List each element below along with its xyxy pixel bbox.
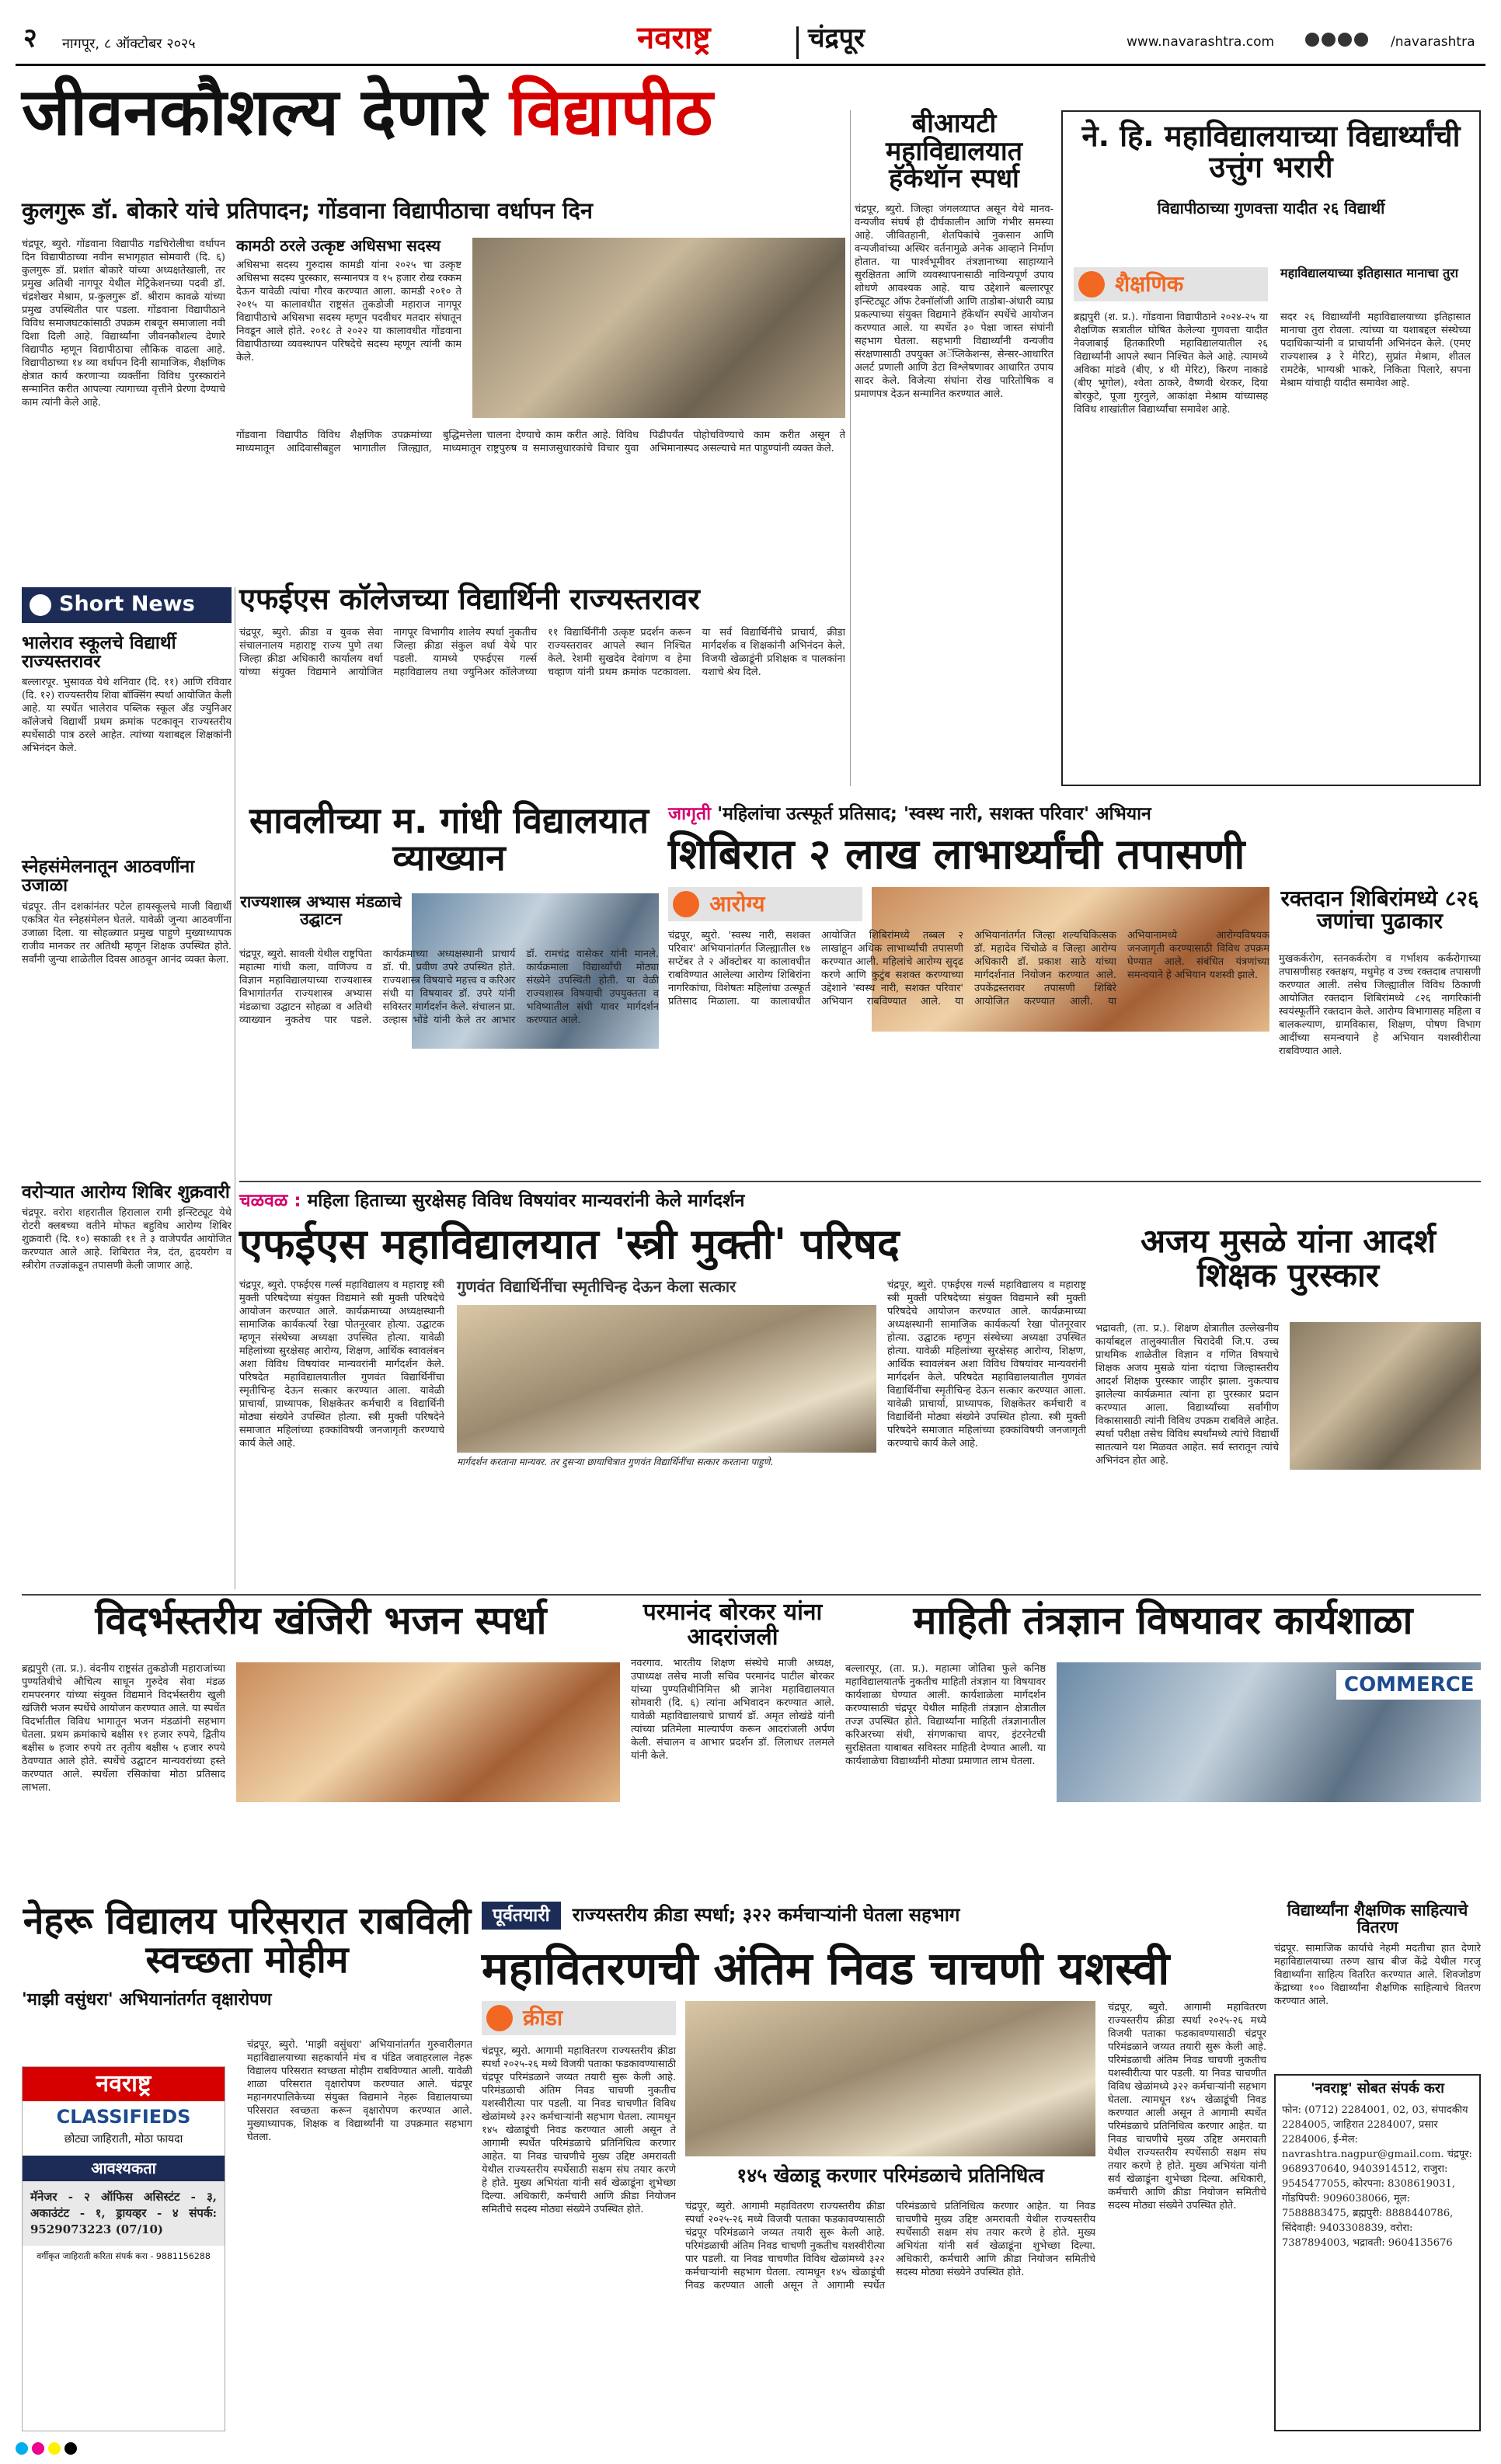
- lead-box: [236, 238, 461, 416]
- lead-body: चंद्रपूर, ब्युरो. गोंडवाना विद्यापीठ गडचिरोलीचा वर्धापन दिन विद्यापीठाच्या नवीन सभागृहात सोमवारी (दि. ६) कुलगुरू डॉ. प्रशांत बोकारे यांच्या अध्यक्षतेखाली, तर प्रमुख अतिथी नागपूर येथील मेट्रिकेशनच्या पदवी डॉ. चंद्रशेखर मेश्राम, प्र-कुलगुरू डॉ. श्रीराम कावळे यांच्या प्रमुख उपस्थितीत पार पडला. गोंडवाना विद्यापीठाने विविध समाजघटकांसाठी उपक्रम राबवून समाजाला नवी दिशा दिली आहे. विद्यार्थ्यांना जीवनकौशल्य देणारे विद्यापीठ म्हणून विद्यापीठाचा लौकिक वाढला आहे. विद्यापीठाच्या १४ व्या वर्धापन दिनी सामाजिक, शैक्षणिक क्षेत्रात कार्य करणाऱ्या व्यक्तींना विविध पुरस्कारांने सन्मानित करीत आपल्या त्यागाच्या वृत्तीने प्रेरणा देण्याचे काम त्यांनी केले आहे.: [22, 238, 225, 409]
- classifieds-ad[interactable]: मॅनेजर - २ ऑफिस असिस्टंट - ३, अकाउंटंट - १, ड्रायव्हर - ४ संपर्क: 9529073223 (07/10): [23, 2181, 225, 2246]
- nh-body: ब्रह्मपुरी (श. प्र.). गोंडवाना विद्यापीठाने २०२४-२५ या शैक्षणिक सत्रातील घोषित केलेल्या गुणवत्ता यादीत नेवजाबाई हितकारिणी महाविद्यालयातील २६ विद्यार्थ्यांनी आपले स्थान निश्चित केले आहे. त्यामध्ये अविका मांडवे (बीए, ४ थी मेरिट), किरण नाकाडे (बीए भूगोल), श्वेता ठाकरे, वैष्णवी थेरकर, दिया बोरकुटे, पूजा गुरनुले, आकांक्षा मेश्राम यांच्यासह विविध शाखांतील विद्यार्थ्यांचा समावेश आहे.: [1074, 311, 1268, 416]
- sports-icon: [486, 2005, 513, 2031]
- health-side-body: मुखकर्करोग, स्तनकर्करोग व गर्भाशय कर्करोगाच्या तपासणीसह रक्तक्षय, मधुमेह व उच्च रक्तदाब तपासणी करण्यात आली. तसेच जिल्ह्यातील विविध ठिकाणी आयोजित रक्तदान शिबिरांमध्ये ८२६ नागरिकांनी स्वयंस्फूर्तीने रक्तदान केले. आरोग्य विभागासह महिला व बालकल्याण, ग्रामविकास, शिक्षण, पोषण विभाग आदींच्या समन्वयाने हे अभियान यशस्वीरीत्या राबविण्यात आले.: [1279, 953, 1481, 1057]
- msedcl-section-badge: [482, 2001, 676, 2035]
- books-story: [1274, 1902, 1481, 2057]
- lead-box-title: कामठी ठरले उत्कृष्ट अधिसभा सदस्य: [236, 236, 441, 255]
- health-strap: [668, 800, 1481, 825]
- stree-mukti-title: एफईएस महाविद्यालयात 'स्त्री मुक्ती' परिषद: [239, 1220, 900, 1269]
- classifieds-brand: नवराष्ट्र: [23, 2067, 225, 2101]
- registration-marks: [16, 2442, 109, 2456]
- it-workshop-photo: [1057, 1662, 1481, 1802]
- short-news-item-body: चंद्रपूर. वरोरा शहरातील हिरालाल रामी इन्स्टिट्यूट येथे रोटरी क्लबच्या वतीने मोफत बहुविध आरोग्य शिबिर शुक्रवारी (दि. १०) सकाळी ११ ते ३ वाजेपर्यंत आयोजित करण्यात आले आहे. शिबिरात नेत्र, दंत, हृदयरोग व स्त्रीरोग तज्ज्ञांकडून तपासणी केली जाणार आहे.: [22, 1206, 232, 1272]
- health-section-label: आरोग्य: [709, 891, 765, 917]
- short-news-header: [22, 587, 232, 623]
- teacher-award-title: अजय मुसळे यांना आदर्श शिक्षक पुरस्कार: [1140, 1222, 1437, 1295]
- short-news-item-title: वरोऱ्यात आरोग्य शिबिर शुक्रवारी: [22, 1182, 230, 1202]
- msedcl-body: चंद्रपूर, ब्युरो. आगामी महावितरण राज्यस्तरीय क्रीडा स्पर्धा २०२५-२६ मध्ये विजयी पताका फडकावण्यासाठी चंद्रपूर परिमंडळाने जय्यत तयारी सुरू केली आहे. परिमंडळाची अंतिम निवड चाचणी नुकतीच यशस्वीरीत्या पार पडली. या निवड चाचणीत विविध खेळांमध्ये ३२२ कर्मचाऱ्यांनी सहभाग घेतला. त्यामधून १४५ खेळाडूंची निवड करण्यात आली असून ते आगामी स्पर्धेत परिमंडळाचे प्रतिनिधित्व करणार आहेत. या निवड चाचणीचे मुख्य उद्दिष्ट अमरावती येथील राज्यस्तरीय स्पर्धेसाठी सक्षम संघ तयार करणे हे होते. मुख्य अभियंता यांनी सर्व खेळाडूंना शुभेच्छा दिल्या. अधिकारी, कर्मचारी आणि क्रीडा नियोजन समितीचे सदस्य मोठ्या संख्येने उपस्थित होते.: [482, 2045, 676, 2215]
- contact-body: फोन: (0712) 2284001, 02, 03, संपादकीय 2284005, जाहिरात 2284007, प्रसार 2284006, ई-मेल: navrashtra.nagpur@gmail.com. चंद्रपूर: 9689370640, 9403914512, राजुरा: 9545477055, कोरपना: 8308619031, गोंडपिपरी: 9096038066, मूल: 7588883475, ब्रह्मपुरी: 8888440786, सिंदेवाही: 9403308839, वरोरा: 7387894003, भद्रावती: 9604135676: [1282, 2104, 1472, 2249]
- nh-section-badge: [1074, 267, 1268, 301]
- it-workshop-story: [845, 1600, 1481, 1895]
- magenta-dot: [32, 2442, 44, 2455]
- short-news-item: [22, 858, 232, 1171]
- stree-mukti-strap: [239, 1187, 1086, 1212]
- bit-title: बीआयटी महाविद्यालयात हॅकेथॉन स्पर्धा: [885, 108, 1023, 195]
- nh-story: [1061, 110, 1481, 786]
- it-workshop-body: बल्लारपूर, (ता. प्र.). महात्मा जोतिबा फुले कनिष्ठ महाविद्यालयातर्फे नुकतीच माहिती तंत्रज्ञान या विषयावर कार्यशाळा घेण्यात आली. कार्यशाळेला मार्गदर्शन करण्यासाठी चंद्रपूर येथील माहिती तंत्रज्ञान क्षेत्रातील तज्ज्ञ उपस्थित होते. विद्यार्थ्यांना माहिती तंत्रज्ञानातील करिअरच्या संधी, संगणकाचा वापर, इंटरनेटची सुरक्षितता याबाबत सविस्तर माहिती देण्यात आली. या कार्यशाळेचा विद्यार्थ्यांनी मोठ्या प्रमाणात लाभ घेतला.: [845, 1663, 1046, 1767]
- stree-mukti-kicker: चळवळ :: [239, 1191, 301, 1211]
- gandhi-title: सावलीच्या म. गांधी विद्यालयात व्याख्यान: [249, 799, 649, 879]
- health-strap-text: 'महिलांचा उत्स्फूर्त प्रतिसाद; 'स्वस्थ नारी, सशक्त परिवार' अभियान: [717, 804, 1151, 824]
- teacher-award-body: भद्रावती, (ता. प्र.). शिक्षण क्षेत्रातील उल्लेखनीय कार्याबद्दल तालुक्यातील चिरादेवी जि.प. उच्च प्राथमिक शाळेतील विज्ञान व गणित विषयाचे शिक्षक अजय मुसळे यांना यंदाचा जिल्हास्तरीय आदर्श शिक्षक पुरस्कार जाहीर झाला. नुकत्याच झालेल्या कार्यक्रमात त्यांना हा पुरस्कार प्रदान करण्यात आला. विद्यार्थ्यांच्या सर्वांगीण विकासासाठी त्यांनी विविध उपक्रम राबविले आहेत. स्पर्धा परीक्षा तसेच विविध स्पर्धांमध्ये त्यांचे विद्यार्थी सातत्याने यश मिळवत आहेत. सर्व स्तरातून त्यांचे अभिनंदन होत आहे.: [1095, 1323, 1279, 1467]
- bit-body: चंद्रपूर, ब्युरो. जिल्हा जंगलव्याप्त असून येथे मानव-वन्यजीव संघर्ष ही दीर्घकालीन आणि गंभीर समस्या आहे. जीवितहानी, शेतपिकांचे नुकसान आणि वन्यजीवांच्या अस्थिर वर्तनामुळे अनेक आव्हाने निर्माण होतात. या पार्श्वभूमीवर तंत्रज्ञानाच्या साहाय्याने सुरक्षितता आणि व्यवस्थापनासाठी नाविन्यपूर्ण उपाय शोधणे आवश्यक आहे. याच उद्देशाने बल्लारपूर इन्स्टिट्यूट ऑफ टेक्नॉलॉजी आणि ताडोबा-अंधारी व्याघ्र प्रकल्पाच्या संयुक्त विद्यमाने हॅकेथॉन स्पर्धेचे आयोजन करण्यात आले. या स्पर्धेत ३० पेक्षा जास्त संघांनी सहभाग घेतला. सहभागी विद्यार्थ्यांनी वन्यजीव संरक्षणासाठी उपयुक्त अॅप्लिकेशन्स, सेन्सर-आधारित अलर्ट प्रणाली आणि डेटा विश्लेषणावर आधारित उपाय सादर केले. विजेत्या संघांना रोख पारितोषिक व प्रमाणपत्र देऊन सन्मानित करण्यात आले.: [855, 204, 1053, 401]
- edition-name: चंद्रपूर: [808, 23, 865, 54]
- msedcl-story: [482, 1902, 1266, 2445]
- borkar-body: नवरगाव. भारतीय शिक्षण संस्थेचे माजी अध्यक्ष, उपाध्यक्ष तसेच माजी सचिव परमानंद पाटील बोरकर यांच्या पुण्यतिथीनिमित्त श्री ज्ञानेश महाविद्यालयात सोमवारी (दि. ६) त्यांना अभिवादन करण्यात आले. यावेळी महाविद्यालयाचे प्राचार्य डॉ. अमृत लोखंडे यांनी त्यांच्या प्रतिमेला माल्यार्पण करून आदरांजली अर्पण केली. संचालन व आभार प्रदर्शन डॉ. लिलाधर तलमले यांनी केले.: [631, 1658, 834, 1762]
- cleanliness-title: नेहरू विद्यालय परिसरात राबविली स्वच्छता मोहीम: [23, 1899, 472, 1982]
- health-section-badge: [668, 887, 862, 921]
- msedcl-body-continued: चंद्रपूर, ब्युरो. आगामी महावितरण राज्यस्तरीय क्रीडा स्पर्धा २०२५-२६ मध्ये विजयी पताका फडकावण्यासाठी चंद्रपूर परिमंडळाने जय्यत तयारी सुरू केली आहे. परिमंडळाची अंतिम निवड चाचणी नुकतीच यशस्वीरीत्या पार पडली. या निवड चाचणीत विविध खेळांमध्ये ३२२ कर्मचाऱ्यांनी सहभाग घेतला. त्यामधून १४५ खेळाडूंची निवड करण्यात आली असून ते आगामी स्पर्धेत परिमंडळाचे प्रतिनिधित्व करणार आहेत. या निवड चाचणीचे मुख्य उद्दिष्ट अमरावती येथील राज्यस्तरीय स्पर्धेसाठी सक्षम संघ तयार करणे हे होते. मुख्य अभियंता यांनी सर्व खेळाडूंना शुभेच्छा दिल्या. अधिकारी, कर्मचारी आणि क्रीडा नियोजन समितीचे सदस्य मोठ्या संख्येने उपस्थित होते.: [685, 2201, 1095, 2292]
- instagram-icon[interactable]: [1322, 33, 1336, 47]
- short-news-label: Short News: [59, 592, 195, 616]
- yellow-dot: [48, 2442, 61, 2455]
- msedcl-section-label: क्रीडा: [523, 2005, 563, 2031]
- health-side-title: रक्तदान शिबिरांमध्ये ८२६ जणांचा पुढाकार: [1280, 886, 1479, 934]
- masthead-divider: [796, 26, 799, 59]
- contact-box: [1274, 2074, 1481, 2431]
- nh-section-label: शैक्षणिक: [1115, 271, 1184, 297]
- borkar-title: परमानंद बोरकर यांना आदरांजली: [643, 1599, 823, 1651]
- short-news-item-body: बल्लारपूर. भुसावळ येथे शनिवार (दि. ११) आणि रविवार (दि. १२) राज्यस्तरीय शिवा बॉक्सिंग स्पर्धा आयोजित केली आहे. या स्पर्धेत भालेराव पब्लिक स्कूल अँड ज्युनिअर कॉलेजचे विद्यार्थी प्रथम क्रमांक पटकावून राज्यस्तरीय स्पर्धेसाठी पात्र ठरले आहेत. त्यांच्या यशाबद्दल शिक्षकांनी अभिनंदन केले.: [22, 677, 232, 755]
- fes-sports-title: एफईएस कॉलेजच्या विद्यार्थिनी राज्यस्तरावर: [239, 582, 700, 616]
- short-news-item-title: स्नेहसंमेलनातून आठवणींना उजाळा: [22, 857, 195, 896]
- msedcl-photo: [685, 2001, 1095, 2156]
- bit-story: [855, 110, 1053, 786]
- stree-mukti-caption: मार्गदर्शन करताना मान्यवर. तर दुसऱ्या छायाचित्रात गुणवंत विद्यार्थिनींचा सत्कार करताना पाहुणे.: [457, 1456, 774, 1467]
- brand-logo: नवराष्ट्र: [637, 20, 711, 56]
- stree-mukti-photo: [457, 1305, 876, 1453]
- lead-photo: [472, 238, 845, 418]
- nh-side-title: महाविद्यालयाच्या इतिहासात मानाचा तुरा: [1280, 266, 1458, 280]
- classifieds-footer: वर्गीकृत जाहिराती करिता संपर्क करा - 9881156288: [37, 2250, 211, 2261]
- youtube-icon[interactable]: [1354, 33, 1368, 47]
- nh-title: ने. हि. महाविद्यालयाच्या विद्यार्थ्यांची उत्तुंग भरारी: [1081, 119, 1461, 184]
- teacher-award-photo: [1290, 1322, 1481, 1470]
- page-date: नागपूर, ८ ऑक्टोबर २०२५: [62, 36, 196, 52]
- cyan-dot: [16, 2442, 28, 2455]
- fes-sports-body: चंद्रपूर, ब्युरो. क्रीडा व युवक सेवा संचालनालय महाराष्ट्र राज्य पुणे तथा जिल्हा क्रीडा अधिकारी कार्यालय वर्धा यांच्या संयुक्त विद्यमाने आयोजित नागपूर विभागीय शालेय स्पर्धा नुकतीच जिल्हा क्रीडा संकुल वर्धा येथे पार पडली. यामध्ये एफईएस गर्ल्स महाविद्यालय तथा ज्युनिअर कॉलेजच्या ११ विद्यार्थिनींनी उत्कृष्ट प्रदर्शन करून राज्यस्तरावर आपले स्थान निश्चित केले. रेशमी सुखदेव देवांगण व हेमा चव्हाण यांनी प्रथम क्रमांक पटकावला. या सर्व विद्यार्थिनींचे प्राचार्य, क्रीडा मार्गदर्शक व शिक्षकांनी अभिनंदन केले. विजयी खेळाडूंनी प्रशिक्षक व पालकांना यशाचे श्रेय दिले.: [239, 626, 845, 678]
- stree-mukti-body: चंद्रपूर, ब्युरो. एफईएस गर्ल्स महाविद्यालय व महाराष्ट्र स्त्री मुक्ती परिषदेच्या संयुक्त विद्यमाने स्त्री मुक्ती परिषदेचे आयोजन करण्यात आले. कार्यक्रमाच्या अध्यक्षस्थानी सामाजिक कार्यकर्त्या रेखा पोतनूरवार होत्या. उद्घाटक म्हणून संस्थेच्या अध्यक्षा उपस्थित होत्या. यावेळी महिलांच्या सुरक्षेसह आरोग्य, शिक्षण, आर्थिक स्वावलंबन अशा विविध विषयांवर मान्यवरांनी मार्गदर्शन केले. परिषदेत महाविद्यालयातील गुणवंत विद्यार्थिनींचा स्मृतीचिन्ह देऊन सत्कार करण्यात आला. यावेळी प्राचार्या, प्राध्यापक, शिक्षकेतर कर्मचारी व विद्यार्थिनी मोठ्या संख्येने उपस्थित होत्या. स्त्री मुक्ती परिषदेने समाजात महिलांच्या हक्कांविषयी जनजागृती करण्याचे कार्य केले आहे.: [239, 1279, 444, 1450]
- classifieds-box: [22, 2066, 225, 2431]
- info-icon: [30, 594, 51, 616]
- classifieds-tagline: छोट्या जाहिराती, मोठा फायदा: [64, 2132, 183, 2146]
- msedcl-body-right: चंद्रपूर, ब्युरो. आगामी महावितरण राज्यस्तरीय क्रीडा स्पर्धा २०२५-२६ मध्ये विजयी पताका फडकावण्यासाठी चंद्रपूर परिमंडळाने जय्यत तयारी सुरू केली आहे. परिमंडळाची अंतिम निवड चाचणी नुकतीच यशस्वीरीत्या पार पडली. या निवड चाचणीत विविध खेळांमध्ये ३२२ कर्मचाऱ्यांनी सहभाग घेतला. त्यामधून १४५ खेळाडूंची निवड करण्यात आली असून ते आगामी स्पर्धेत परिमंडळाचे प्रतिनिधित्व करणार आहेत. या निवड चाचणीचे मुख्य उद्दिष्ट अमरावती येथील राज्यस्तरीय स्पर्धेसाठी सक्षम संघ तयार करणे हे होते. मुख्य अभियंता यांनी सर्व खेळाडूंना शुभेच्छा दिल्या. अधिकारी, कर्मचारी आणि क्रीडा नियोजन समितीचे सदस्य मोठ्या संख्येने उपस्थित होते.: [1108, 2002, 1266, 2212]
- cleanliness-body: चंद्रपूर, ब्युरो. 'माझी वसुंधरा' अभियानांतर्गत गुरुवारीलगत महाविद्यालयाच्या सहकार्याने मंच व पंडित जवाहरलाल नेहरू विद्यालय परिसरात स्वच्छता मोहीम राबविण्यात आली. यावेळी शाळा परिसरात वृक्षारोपण करण्यात आले. चंद्रपूर महानगरपालिकेच्या संयुक्त विद्यमाने नेहरू विद्यालयाच्या परिसरात स्वच्छता करून वृक्षारोपण करण्यात आले. मुख्याध्यापक, शिक्षक व विद्यार्थ्यांनी या उपक्रमात सहभाग घेतला.: [247, 2039, 472, 2143]
- msedcl-subhead: १४५ खेळाडू करणार परिमंडळाचे प्रतिनिधित्व: [737, 2164, 1044, 2187]
- masthead: [16, 11, 1485, 67]
- health-title: शिबिरात २ लाख लाभार्थ्यांची तपासणी: [668, 830, 1245, 879]
- short-news-item: [22, 634, 232, 847]
- website-link[interactable]: www.navarashtra.com: [1127, 34, 1275, 50]
- teacher-award-story: [1095, 1224, 1481, 1591]
- x-icon[interactable]: [1338, 33, 1352, 47]
- fes-sports-story: [239, 584, 845, 788]
- cleanliness-subhead: 'माझी वसुंधरा' अभियानांतर्गत वृक्षारोपण: [22, 1989, 272, 2010]
- lead-headline-part2: विद्यापीठ: [509, 74, 713, 150]
- contact-title: 'नवराष्ट्र' सोबत संपर्क करा: [1311, 2080, 1444, 2097]
- classifieds-wanted: आवश्यकता: [23, 2156, 225, 2181]
- stree-mukti-strap-text: महिला हिताच्या सुरक्षेसह विविध विषयांवर मान्यवरांनी केले मार्गदर्शन: [307, 1191, 745, 1211]
- bhajan-title: विदर्भस्तरीय खंजिरी भजन स्पर्धा: [95, 1598, 547, 1643]
- short-news-item-title: भालेराव स्कूलचे विद्यार्थी राज्यस्तरावर: [22, 633, 176, 673]
- lead-subhead: कुलगुरू डॉ. बोकारे यांचे प्रतिपादन; गोंडवाना विद्यापीठाचा वर्धापन दिन: [22, 197, 594, 224]
- lead-headline-part1: जीवनकौशल्य देणारे: [22, 74, 487, 150]
- msedcl-title: महावितरणची अंतिम निवड चाचणी यशस्वी: [482, 1942, 1170, 1995]
- borkar-story: [631, 1600, 834, 1895]
- social-handle[interactable]: /navarashtra: [1391, 34, 1475, 50]
- it-workshop-title: माहिती तंत्रज्ञान विषयावर कार्यशाळा: [913, 1598, 1413, 1643]
- gandhi-body: चंद्रपूर, ब्युरो. सावली येथील राष्ट्रपिता महात्मा गांधी कला, वाणिज्य व विज्ञान महाविद्यालयाच्या राज्यशास्त्र विभागांतर्गत राज्यशास्त्र अभ्यास मंडळाचा उद्घाटन सोहळा व अतिथी व्याख्यान नुकतेच पार पडले. कार्यक्रमाच्या अध्यक्षस्थानी प्राचार्य डॉ. पी. प्रवीण उपरे उपस्थित होते. राज्यशास्त्र विषयाचे महत्त्व व करिअर संधी या विषयावर डॉ. उपरे यांनी सविस्तर मार्गदर्शन केले. संचालन प्रा. उल्हास भोंडे यांनी केले तर आभार डॉ. रामचंद्र वासेकर यांनी मानले. कार्यक्रमाला विद्यार्थ्यांची मोठ्या संख्येने उपस्थिती होती. या वेळी राज्यशास्त्र विषयाची उपयुक्तता व भविष्यातील संधी यावर मार्गदर्शन करण्यात आले.: [239, 948, 659, 1026]
- nh-side-body: सदर २६ विद्यार्थ्यांनी महाविद्यालयाच्या इतिहासात मानाचा तुरा रोवला. त्यांच्या या यशाबद्दल संस्थेच्या पदाधिकाऱ्यांनी व प्राचार्यांनी अभिनंदन केले. (एमए राज्यशास्त्र ३ रे मेरिट), सुप्रांत मेश्राम, शीतल रामटेके, भाग्यश्री भाकरे, निकिता पिलारे, सपना मेश्राम यांचाही यादीत समावेश आहे.: [1280, 311, 1471, 389]
- gandhi-story: [239, 799, 659, 1175]
- msedcl-strap: [482, 1902, 1266, 1933]
- lead-box-body: अधिसभा सदस्य गुरुदास कामडी यांना २०२५ चा उत्कृष्ट अधिसभा सदस्य पुरस्कार, सन्मानपत्र व १५ हजार रोख रक्कम देऊन यावेळी त्यांचा गौरव करण्यात आला. कामडी २०१० ते २०१५ या कालावधीत राष्ट्रसंत तुकडोजी महाराज नागपूर विद्यापीठाचे अधिसभा सदस्य म्हणून पदवीधर मतदार संघातून निवडून आले होते. २०१८ ते २०२२ या कालावधीत गोंडवाना विद्यापीठाच्या व्यवस्थापन परिषदेचे सदस्य म्हणून त्यांनी काम केले.: [236, 259, 461, 364]
- msedcl-strap-text: राज्यस्तरीय क्रीडा स्पर्धा; ३२२ कर्मचाऱ्यांनी घेतला सहभाग: [572, 1904, 960, 1926]
- health-body: चंद्रपूर, ब्युरो. 'स्वस्थ नारी, सशक्त परिवार' अभियानांतर्गत जिल्ह्यातील १७ सप्टेंबर ते २ ऑक्टोबर या कालावधीत राबविण्यात आलेल्या आरोग्य शिबिरांना नागरिकांचा, विशेषतः महिलांचा उत्स्फूर्त प्रतिसाद मिळाला. या कालावधीत आयोजित शिबिरांमध्ये तब्बल २ लाखांहून अधिक लाभार्थ्यांची तपासणी करण्यात आली. महिलांचे आरोग्य सुदृढ करणे आणि कुटुंब सशक्त करण्याच्या उद्देशाने 'स्वस्थ नारी, सशक्त परिवार' अभियान राबविण्यात आले. या अभियानांतर्गत जिल्हा शल्यचिकित्सक डॉ. महादेव चिंचोळे व जिल्हा आरोग्य अधिकारी डॉ. प्रकाश साठे यांच्या मार्गदर्शनात नियोजन करण्यात आले. उपकेंद्रस्तरावर तपासणी शिबिरे आयोजित करण्यात आली. या अभियानामध्ये आरोग्यविषयक जनजागृती करण्यासाठी विविध उपक्रम घेण्यात आले. संबंधित यंत्रणांच्या समन्वयाने हे अभियान यशस्वी झाले.: [668, 930, 1269, 1008]
- gandhi-subhead: राज्यशास्त्र अभ्यास मंडळाचे उद्घाटन: [240, 893, 402, 929]
- bhajan-story: [22, 1600, 620, 1895]
- masthead-rule: [16, 64, 1485, 66]
- books-title: विद्यार्थ्यांना शैक्षणिक साहित्याचे वितरण: [1287, 1901, 1468, 1937]
- short-news-item: [22, 1183, 232, 1439]
- bhajan-photo: [236, 1662, 620, 1802]
- lead-body-continued: गोंडवाना विद्यापीठ विविध शैक्षणिक उपक्रमांच्या माध्यमातून आदिवासीबहुल भागातील जिल्ह्यात, बुद्धिमत्तेला चालना देण्याचे काम करीत आहे. विविध माध्यमातून राष्ट्रपुरुष व समाजसुधारकांचे विचार युवा पिढीपर्यंत पोहोचविण्याचे काम करीत असून ते अभिमानास्पद असल्याचे मत पाहुण्यांनी व्यक्त केले.: [236, 430, 845, 454]
- short-news-item-body: चंद्रपूर. तीन दशकांनंतर पटेल हायस्कूलचे माजी विद्यार्थी एकत्रित येत स्नेहसंमेलन घेतले. यावेळी जुन्या आठवणींना उजाळा दिला. या सोहळ्यात प्रमुख पाहुणे मुख्याध्यापक राजीव मानकर तर अतिथी म्हणून शिक्षक उपस्थित होते. सर्वांनी जुन्या शाळेतील दिवस आठवून आनंद व्यक्त केला.: [22, 900, 232, 966]
- bhajan-body: ब्रह्मपुरी (ता. प्र.). वंदनीय राष्ट्रसंत तुकडोजी महाराजांच्या पुण्यतिथीचे औचित्य साधून गुरुदेव सेवा मंडळ रामपरनगर यांच्या संयुक्त विद्यमाने विदर्भस्तरीय खुली खंजिरी भजन स्पर्धेचे आयोजन करण्यात आले. या स्पर्धेत विदर्भातील विविध भागातून भजन मंडळांनी सहभाग घेतला. प्रथम क्रमांकाचे बक्षीस ११ हजार रुपये, द्वितीय बक्षीस ७ हजार रुपये तर तृतीय बक्षीस ५ हजार रुपये ठेवण्यात आले होते. स्पर्धेचे उद्घाटन मान्यवरांच्या हस्ते करण्यात आले. स्पर्धेला रसिकांचा मोठा प्रतिसाद लाभला.: [22, 1663, 225, 1794]
- social-icons[interactable]: [1305, 33, 1383, 51]
- stree-mukti-body-continued: चंद्रपूर, ब्युरो. एफईएस गर्ल्स महाविद्यालय व महाराष्ट्र स्त्री मुक्ती परिषदेच्या संयुक्त विद्यमाने स्त्री मुक्ती परिषदेचे आयोजन करण्यात आले. कार्यक्रमाच्या अध्यक्षस्थानी सामाजिक कार्यकर्त्या रेखा पोतनूरवार होत्या. उद्घाटक म्हणून संस्थेच्या अध्यक्षा उपस्थित होत्या. यावेळी महिलांच्या सुरक्षेसह आरोग्य, शिक्षण, आर्थिक स्वावलंबन अशा विविध विषयांवर मान्यवरांनी मार्गदर्शन केले. परिषदेत महाविद्यालयातील गुणवंत विद्यार्थिनींचा स्मृतीचिन्ह देऊन सत्कार करण्यात आला. यावेळी प्राचार्या, प्राध्यापक, शिक्षकेतर कर्मचारी व विद्यार्थिनी मोठ्या संख्येने उपस्थित होत्या. स्त्री मुक्ती परिषदेने समाजात महिलांच्या हक्कांविषयी जनजागृती करण्याचे कार्य केले आहे.: [887, 1279, 1086, 1450]
- stree-mukti-story: [239, 1187, 1086, 1591]
- commerce-sign: COMMERCE: [1336, 1670, 1482, 1700]
- page-number: २: [23, 23, 37, 54]
- facebook-icon[interactable]: [1305, 33, 1319, 47]
- black-dot: [64, 2442, 77, 2455]
- nh-subhead: विद्यापीठाच्या गुणवत्ता यादीत २६ विद्यार्थी: [1157, 198, 1385, 218]
- short-news: [22, 587, 232, 1558]
- column-rule: [850, 110, 851, 786]
- classifieds-label: CLASSIFIEDS: [56, 2105, 191, 2128]
- lead-story: [22, 74, 845, 575]
- lead-headline: [22, 74, 845, 150]
- education-icon: [1078, 271, 1105, 298]
- books-body: चंद्रपूर. सामाजिक कार्याचे नेहमी मदतीचा हात देणारे महाविद्यालयाच्या तरुण खाच बीज केंद्रे येथील गरजू विद्यार्थ्यांना साहित्य वितरित करण्यात आले. शिवजोडण केंद्राच्या १०० विद्यार्थ्यांना शैक्षणिक साहित्याचे वितरण करण्यात आले.: [1274, 1943, 1481, 2008]
- health-story: [668, 800, 1481, 1173]
- section-rule: [22, 1594, 1481, 1596]
- msedcl-kicker: पूर्वतयारी: [482, 1902, 561, 1930]
- section-rule: [239, 1181, 1481, 1182]
- stree-mukti-subhead: गुणवंत विद्यार्थिनींचा स्मृतीचिन्ह देऊन केला सत्कार: [457, 1277, 737, 1296]
- health-icon: [673, 891, 699, 917]
- health-kicker: जागृती: [668, 804, 712, 824]
